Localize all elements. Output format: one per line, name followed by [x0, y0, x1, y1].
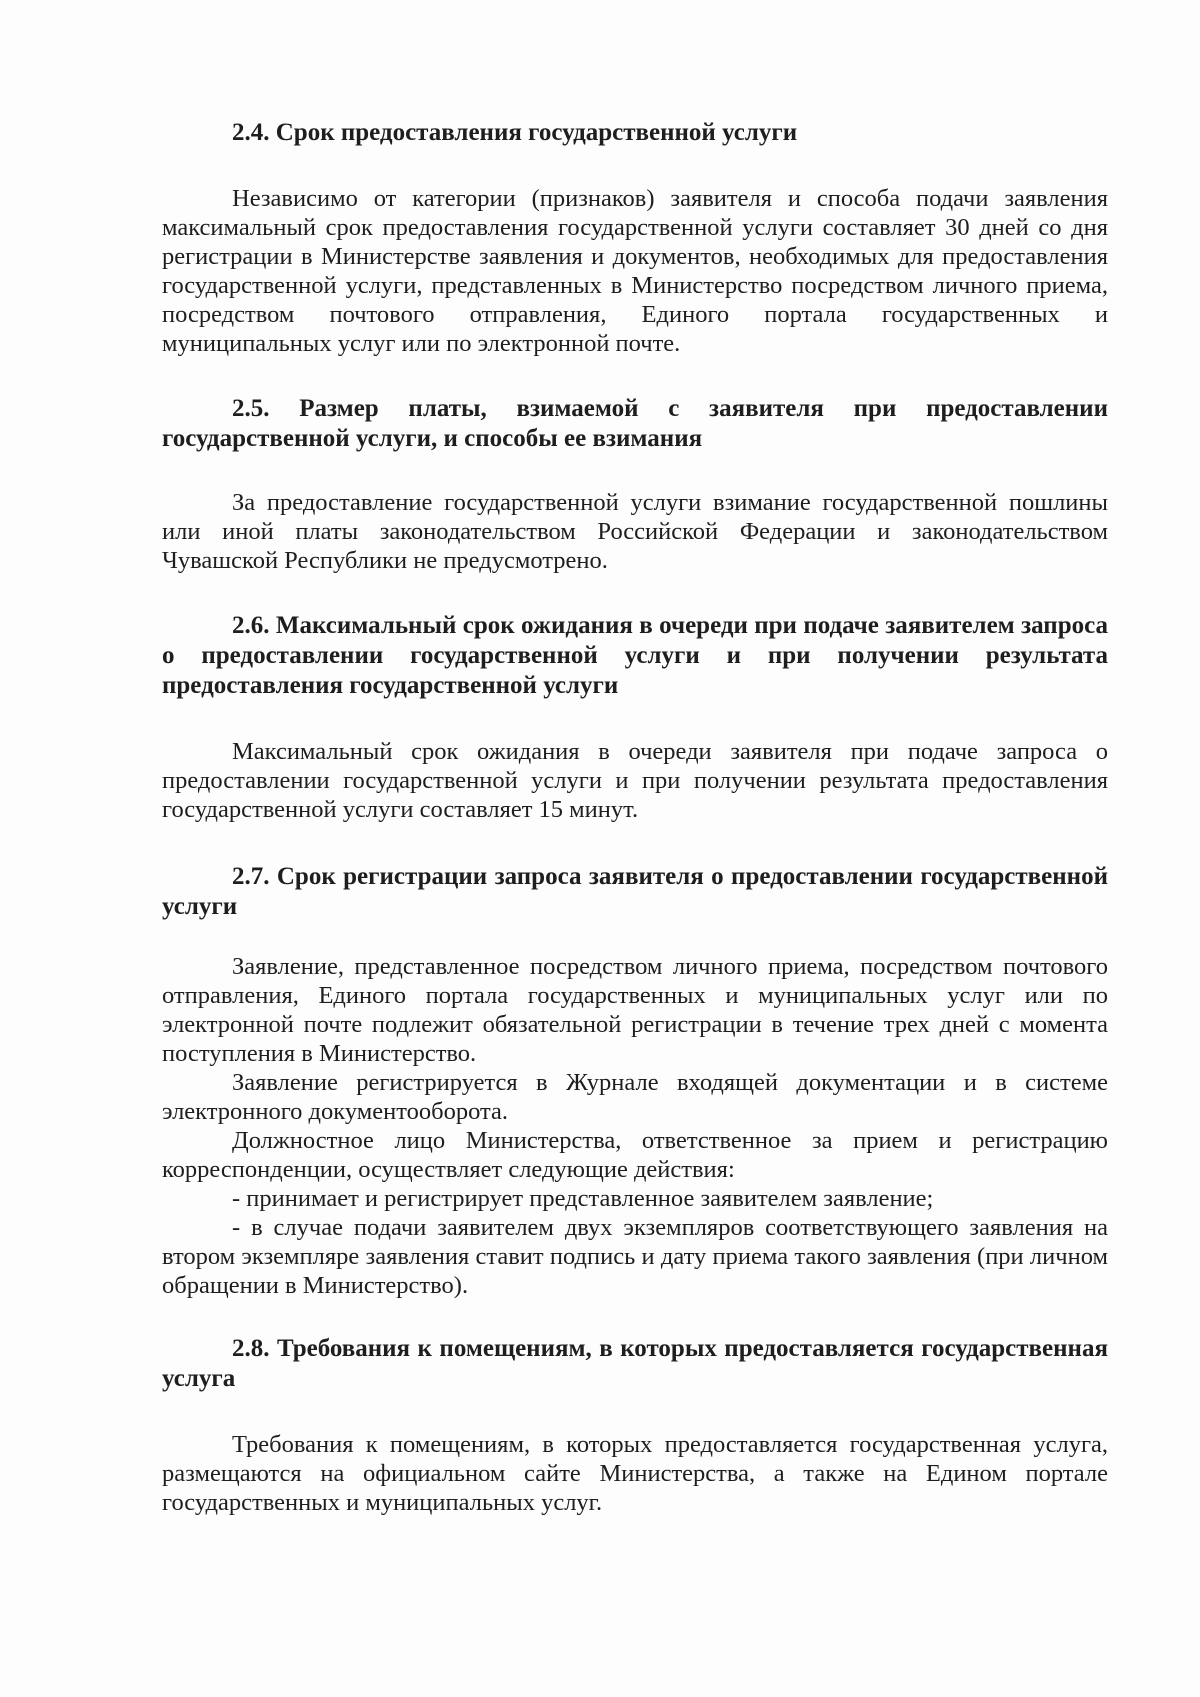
document-content	[162, 118, 1108, 1517]
list-item: - в случае подачи заявителем двух экземпляров соответствующего заявления на втором экземпляре заявления ставит подпись и дату приема такого заявления (при личном обращении в Министерство).	[162, 1214, 1108, 1299]
list-item: - принимает и регистрирует представленное заявителем заявление;	[232, 1185, 934, 1212]
section-heading-2-7: 2.7. Срок регистрации запроса заявителя о предоставлении государственной услуги	[162, 863, 1108, 920]
section-paragraph: Должностное лицо Министерства, ответственное за прием и регистрацию корреспонденции, осуществляет следующие действия:	[162, 1127, 1108, 1183]
section-paragraph: Заявление регистрируется в Журнале входящей документации и в системе электронного документооборота.	[162, 1069, 1108, 1125]
section-heading-2-4: 2.4. Срок предоставления государственной услуги	[232, 119, 798, 146]
section-paragraph: Максимальный срок ожидания в очереди заявителя при подаче запроса о предоставлении государственной услуги и при получении результата предоставления государственной услуги составляет 15 минут.	[162, 738, 1108, 823]
section-paragraph: Требования к помещениям, в которых предоставляется государственная услуга, размещаются на официальном сайте Министерства, а также на Едином портале государственных и муниципальных услуг.	[162, 1431, 1108, 1516]
section-paragraph: За предоставление государственной услуги взимание государственной пошлины или иной платы законодательством Российской Федерации и законодательством Чувашской Республики не предусмотрено.	[162, 489, 1108, 574]
section-heading-2-5: 2.5. Размер платы, взимаемой с заявителя при предоставлении государственной услуги, и способы ее взимания	[162, 395, 1108, 452]
section-heading-2-8: 2.8. Требования к помещениям, в которых предоставляется государственная услуга	[162, 1335, 1108, 1392]
section-heading-2-6: 2.6. Максимальный срок ожидания в очереди при подаче заявителем запроса о предоставлении государственной услуги и при получении результата предоставления государственной услуги	[162, 612, 1108, 699]
section-paragraph: Заявление, представленное посредством личного приема, посредством почтового отправления, Единого портала государственных и муниципальных услуг или по электронной почте подлежит обязательной регистрации в течение трех дней с момента поступления в Министерство.	[162, 953, 1108, 1067]
section-paragraph: Независимо от категории (признаков) заявителя и способа подачи заявления максимальный срок предоставления государственной услуги составляет 30 дней со дня регистрации в Министерстве заявления и документов, необходимых для предоставления государственной услуги, представленных в Министерство посредством личного приема, посредством почтового отправления, Единого портала государственных и муниципальных услуг или по электронной почте.	[162, 185, 1108, 357]
